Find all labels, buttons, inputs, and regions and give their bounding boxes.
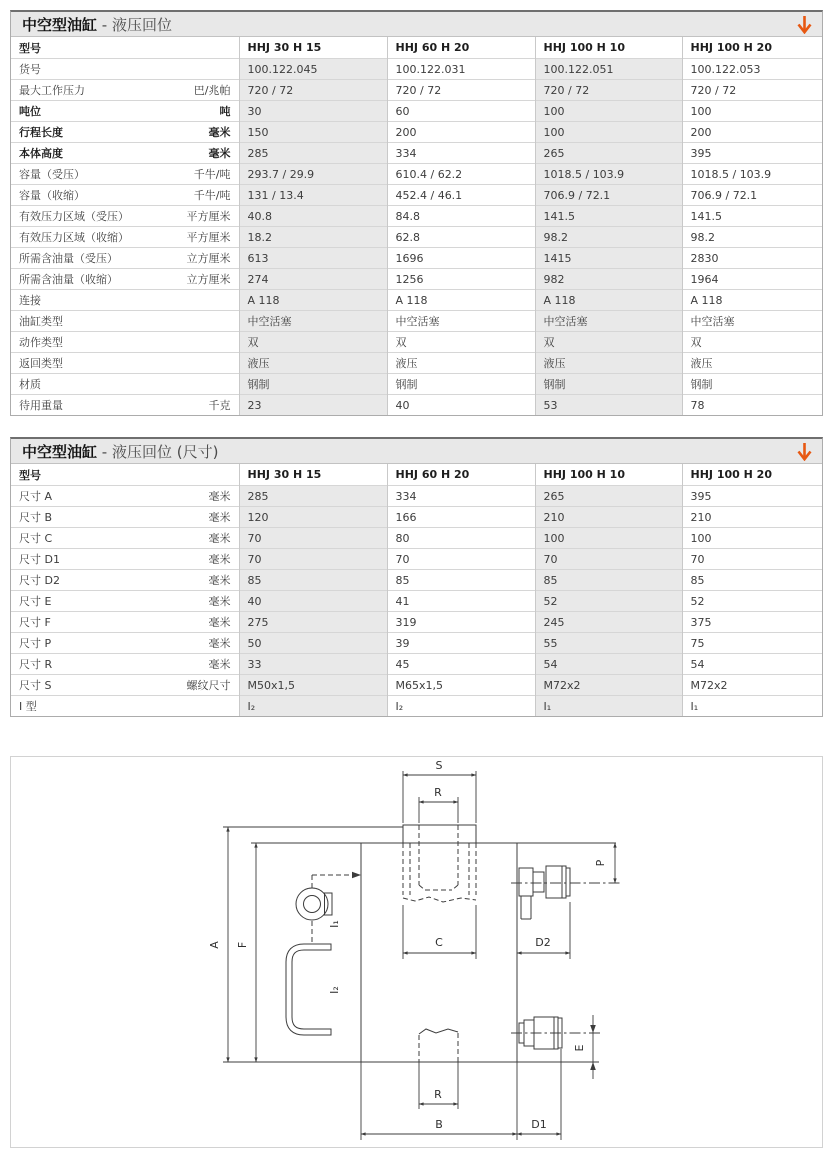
cell: 334 [387, 486, 535, 507]
cell: 中空活塞 [387, 311, 535, 332]
cell: 23 [239, 395, 387, 416]
cell: 200 [387, 122, 535, 143]
table-row [11, 353, 822, 374]
row-unit: 吨 [219, 105, 231, 118]
cell: 610.4 / 62.2 [387, 164, 535, 185]
row-label-cell [11, 332, 239, 353]
lower-coupler [511, 1017, 601, 1052]
cell: 120 [239, 507, 387, 528]
cell: 395 [682, 143, 822, 164]
table-row [11, 395, 822, 416]
header-model-4: HHJ 100 H 20 [682, 37, 822, 59]
cell: 613 [239, 248, 387, 269]
label-S: S [435, 759, 443, 772]
row-label: 尺寸 P [19, 637, 52, 650]
cell: 706.9 / 72.1 [682, 185, 822, 206]
cell: 80 [387, 528, 535, 549]
cell: A 118 [239, 290, 387, 311]
carry-handle [289, 944, 331, 1036]
row-label: I 型 [19, 700, 37, 713]
header-row [11, 37, 822, 59]
header-model-3: HHJ 100 H 10 [535, 37, 682, 59]
cell: 395 [682, 486, 822, 507]
cell: 54 [682, 654, 822, 675]
cell: 70 [239, 549, 387, 570]
cell: 720 / 72 [239, 80, 387, 101]
cell: 1964 [682, 269, 822, 290]
row-label-cell [11, 654, 239, 675]
row-unit: 立方厘米 [186, 273, 231, 286]
row-label-cell [11, 675, 239, 696]
header-model-1: HHJ 30 H 15 [239, 37, 387, 59]
dimensions-table-titlebar [11, 439, 822, 464]
cell: 1256 [387, 269, 535, 290]
cell: 98.2 [535, 227, 682, 248]
table-row [11, 101, 822, 122]
cell: 100.122.051 [535, 59, 682, 80]
row-label: 容量（收缩） [19, 189, 85, 202]
row-label: 尺寸 F [19, 616, 51, 629]
cell: 720 / 72 [535, 80, 682, 101]
cell: 85 [682, 570, 822, 591]
cell: 265 [535, 143, 682, 164]
row-label: 尺寸 B [19, 511, 53, 524]
cell: 55 [535, 633, 682, 654]
cell: 40 [239, 591, 387, 612]
row-unit: 平方厘米 [186, 231, 231, 244]
cell: 双 [682, 332, 822, 353]
row-unit: 千牛/吨 [193, 189, 231, 202]
title-rest: - 液压回位 (尺寸) [97, 442, 219, 461]
row-unit: 毫米 [208, 616, 231, 629]
download-arrow-icon[interactable] [797, 15, 812, 34]
row-unit: 平方厘米 [186, 210, 231, 223]
cell: 720 / 72 [682, 80, 822, 101]
table-row [11, 654, 822, 675]
row-label-cell [11, 101, 239, 122]
title-rest: - 液压回位 [97, 15, 172, 34]
cell: 100.122.045 [239, 59, 387, 80]
header-model-3: HHJ 100 H 10 [535, 464, 682, 486]
table-row [11, 591, 822, 612]
row-unit: 千克 [208, 399, 231, 412]
row-label: 有效压力区域（收缩） [19, 231, 129, 244]
row-label-cell [11, 59, 239, 80]
row-label-cell [11, 570, 239, 591]
table-row [11, 486, 822, 507]
row-label-cell [11, 80, 239, 101]
cell: 100.122.031 [387, 59, 535, 80]
row-label-cell [11, 591, 239, 612]
row-label: 行程长度 [19, 126, 63, 139]
header-model-1: HHJ 30 H 15 [239, 464, 387, 486]
table-row [11, 507, 822, 528]
cell: 100 [535, 122, 682, 143]
label-D2: D2 [535, 936, 551, 949]
cell: 141.5 [682, 206, 822, 227]
cell: 100 [682, 528, 822, 549]
row-label: 容量（受压） [19, 168, 85, 181]
cell: I₂ [387, 696, 535, 717]
cell: 70 [535, 549, 682, 570]
row-label-cell [11, 374, 239, 395]
cell: 54 [535, 654, 682, 675]
row-label: 动作类型 [19, 336, 63, 349]
label-C: C [435, 936, 443, 949]
label-B: B [435, 1118, 443, 1131]
cell: 1415 [535, 248, 682, 269]
label-A: A [208, 941, 221, 949]
cell: 75 [682, 633, 822, 654]
table-row [11, 675, 822, 696]
cell: M50x1,5 [239, 675, 387, 696]
cell: 液压 [535, 353, 682, 374]
cell: 166 [387, 507, 535, 528]
cell: 钢制 [387, 374, 535, 395]
table-row [11, 633, 822, 654]
cell: 60 [387, 101, 535, 122]
row-label-cell [11, 143, 239, 164]
cell: 982 [535, 269, 682, 290]
cell: 245 [535, 612, 682, 633]
bottom-bore [419, 1029, 458, 1062]
row-label: 尺寸 S [19, 679, 52, 692]
row-label-cell [11, 248, 239, 269]
cell: 85 [387, 570, 535, 591]
cell: 150 [239, 122, 387, 143]
row-label-cell [11, 269, 239, 290]
cell: 1018.5 / 103.9 [535, 164, 682, 185]
table-row [11, 164, 822, 185]
row-label: 尺寸 R [19, 658, 53, 671]
cell: 98.2 [682, 227, 822, 248]
row-label: 连接 [19, 294, 41, 307]
cell: M72x2 [535, 675, 682, 696]
row-label-cell [11, 633, 239, 654]
cell: 285 [239, 486, 387, 507]
upper-coupler [511, 866, 621, 919]
cell: 52 [682, 591, 822, 612]
table-row [11, 269, 822, 290]
cell: 78 [682, 395, 822, 416]
specs-table-block [10, 10, 823, 416]
cell: 1018.5 / 103.9 [682, 164, 822, 185]
eye-bolt [296, 872, 361, 946]
cell: 84.8 [387, 206, 535, 227]
cell: 52 [535, 591, 682, 612]
row-label-cell [11, 395, 239, 416]
table-row [11, 185, 822, 206]
specs-table [11, 37, 822, 415]
row-unit: 毫米 [208, 574, 231, 587]
cell: 45 [387, 654, 535, 675]
row-label-cell [11, 164, 239, 185]
dim-R-bottom [419, 1062, 458, 1109]
table-row [11, 248, 822, 269]
header-model-label: 型号 [19, 468, 41, 482]
table-row [11, 528, 822, 549]
table-row [11, 143, 822, 164]
cell: 85 [535, 570, 682, 591]
row-unit: 螺纹尺寸 [186, 679, 231, 692]
table-row [11, 570, 822, 591]
title-bold: 中空型油缸 [22, 442, 98, 461]
cell: 85 [239, 570, 387, 591]
cell: 210 [682, 507, 822, 528]
dim-E [590, 1015, 596, 1079]
cell: 375 [682, 612, 822, 633]
dim-C [403, 905, 476, 959]
cell: 2830 [682, 248, 822, 269]
cell: 39 [387, 633, 535, 654]
table-row [11, 227, 822, 248]
table-row [11, 612, 822, 633]
row-unit: 毫米 [208, 147, 231, 160]
row-label-cell [11, 185, 239, 206]
cell: 50 [239, 633, 387, 654]
label-I2: I₂ [328, 986, 341, 994]
cell: 双 [387, 332, 535, 353]
row-unit: 毫米 [208, 126, 231, 139]
label-P: P [594, 859, 607, 867]
cell: 319 [387, 612, 535, 633]
cell: 液压 [239, 353, 387, 374]
header-model-label: 型号 [19, 41, 41, 55]
cell: 41 [387, 591, 535, 612]
cell: A 118 [387, 290, 535, 311]
row-unit: 毫米 [208, 490, 231, 503]
row-label-cell [11, 353, 239, 374]
cell: A 118 [535, 290, 682, 311]
header-model-2: HHJ 60 H 20 [387, 37, 535, 59]
row-unit: 毫米 [208, 532, 231, 545]
row-label: 最大工作压力 [19, 84, 85, 97]
row-label: 所需含油量（收缩） [19, 273, 118, 286]
cell: 钢制 [682, 374, 822, 395]
cell: 53 [535, 395, 682, 416]
top-collar [403, 825, 476, 902]
cell: 中空活塞 [535, 311, 682, 332]
cell: M72x2 [682, 675, 822, 696]
header-row [11, 464, 822, 486]
download-arrow-icon[interactable] [797, 442, 812, 461]
row-label-cell [11, 227, 239, 248]
table-row [11, 374, 822, 395]
row-label: 尺寸 C [19, 532, 53, 545]
cell: 液压 [682, 353, 822, 374]
cell: 100 [535, 528, 682, 549]
cell: 70 [239, 528, 387, 549]
header-model-4: HHJ 100 H 20 [682, 464, 822, 486]
cell: 452.4 / 46.1 [387, 185, 535, 206]
table-row [11, 80, 822, 101]
cell: 141.5 [535, 206, 682, 227]
cell: 200 [682, 122, 822, 143]
cell: 265 [535, 486, 682, 507]
cell: I₁ [535, 696, 682, 717]
cell: 18.2 [239, 227, 387, 248]
cell: 70 [682, 549, 822, 570]
cell: 双 [239, 332, 387, 353]
table-row [11, 311, 822, 332]
row-label: 本体高度 [19, 147, 63, 160]
cell: 钢制 [239, 374, 387, 395]
cell: 中空活塞 [239, 311, 387, 332]
cell: 40 [387, 395, 535, 416]
dimensions-table [11, 464, 822, 716]
row-label: 尺寸 D2 [19, 574, 60, 587]
label-R-top: R [434, 786, 442, 799]
row-label: 材质 [19, 378, 41, 391]
cylinder-dimension-drawing [11, 757, 820, 1145]
dim-D2 [517, 902, 570, 959]
row-label-cell [11, 612, 239, 633]
table-row [11, 549, 822, 570]
row-label-cell [11, 206, 239, 227]
cell: 30 [239, 101, 387, 122]
cell: 33 [239, 654, 387, 675]
cell: 293.7 / 29.9 [239, 164, 387, 185]
cell: 131 / 13.4 [239, 185, 387, 206]
row-label-cell [11, 290, 239, 311]
row-label-cell [11, 696, 239, 717]
row-label: 尺寸 E [19, 595, 52, 608]
cylinder-body [223, 827, 616, 1062]
cell: A 118 [682, 290, 822, 311]
table-row [11, 122, 822, 143]
cell: 中空活塞 [682, 311, 822, 332]
cell: 274 [239, 269, 387, 290]
cell: M65x1,5 [387, 675, 535, 696]
cell: 706.9 / 72.1 [535, 185, 682, 206]
table-row [11, 332, 822, 353]
row-label: 返回类型 [19, 357, 63, 370]
table-row [11, 59, 822, 80]
dimensions-table-title [22, 441, 218, 462]
cell: 钢制 [535, 374, 682, 395]
cell: I₁ [682, 696, 822, 717]
label-E: E [573, 1044, 586, 1052]
row-unit: 立方厘米 [186, 252, 231, 265]
cell: 334 [387, 143, 535, 164]
cell: 62.8 [387, 227, 535, 248]
header-model-2: HHJ 60 H 20 [387, 464, 535, 486]
table-row [11, 696, 822, 717]
row-unit: 毫米 [208, 553, 231, 566]
cell: 275 [239, 612, 387, 633]
row-label-cell [11, 549, 239, 570]
row-label: 尺寸 A [19, 490, 53, 503]
table-row [11, 290, 822, 311]
label-F: F [236, 941, 249, 949]
cell: 40.8 [239, 206, 387, 227]
row-label-cell [11, 122, 239, 143]
row-label: 吨位 [19, 105, 41, 118]
label-I1: I₁ [328, 920, 341, 928]
row-label: 有效压力区域（受压） [19, 210, 129, 223]
cell: 100.122.053 [682, 59, 822, 80]
row-label-cell [11, 486, 239, 507]
cell: 液压 [387, 353, 535, 374]
row-label: 待用重量 [19, 399, 63, 412]
row-label: 油缸类型 [19, 315, 63, 328]
row-label: 尺寸 D1 [19, 553, 60, 566]
cell: 双 [535, 332, 682, 353]
row-label-cell [11, 507, 239, 528]
cell: I₂ [239, 696, 387, 717]
cell: 100 [535, 101, 682, 122]
row-unit: 千牛/吨 [193, 168, 231, 181]
specs-table-title [22, 14, 172, 35]
row-label-cell [11, 528, 239, 549]
row-unit: 毫米 [208, 511, 231, 524]
row-unit: 毫米 [208, 595, 231, 608]
specs-table-titlebar [11, 12, 822, 37]
table-row [11, 206, 822, 227]
cell: 70 [387, 549, 535, 570]
row-unit: 巴/兆帕 [193, 84, 231, 97]
label-R-bottom: R [434, 1088, 442, 1101]
cell: 100 [682, 101, 822, 122]
cell: 1696 [387, 248, 535, 269]
row-unit: 毫米 [208, 637, 231, 650]
label-D1: D1 [531, 1118, 547, 1131]
row-label: 货号 [19, 63, 41, 76]
cell: 285 [239, 143, 387, 164]
cell: 210 [535, 507, 682, 528]
dim-R-top [419, 797, 458, 823]
dimensions-table-block [10, 437, 823, 717]
leader-arrow [352, 872, 361, 878]
row-unit: 毫米 [208, 658, 231, 671]
title-bold: 中空型油缸 [22, 15, 98, 34]
row-label-cell [11, 311, 239, 332]
cell: 720 / 72 [387, 80, 535, 101]
technical-drawing-panel [10, 756, 823, 1148]
row-label: 所需含油量（受压） [19, 252, 118, 265]
